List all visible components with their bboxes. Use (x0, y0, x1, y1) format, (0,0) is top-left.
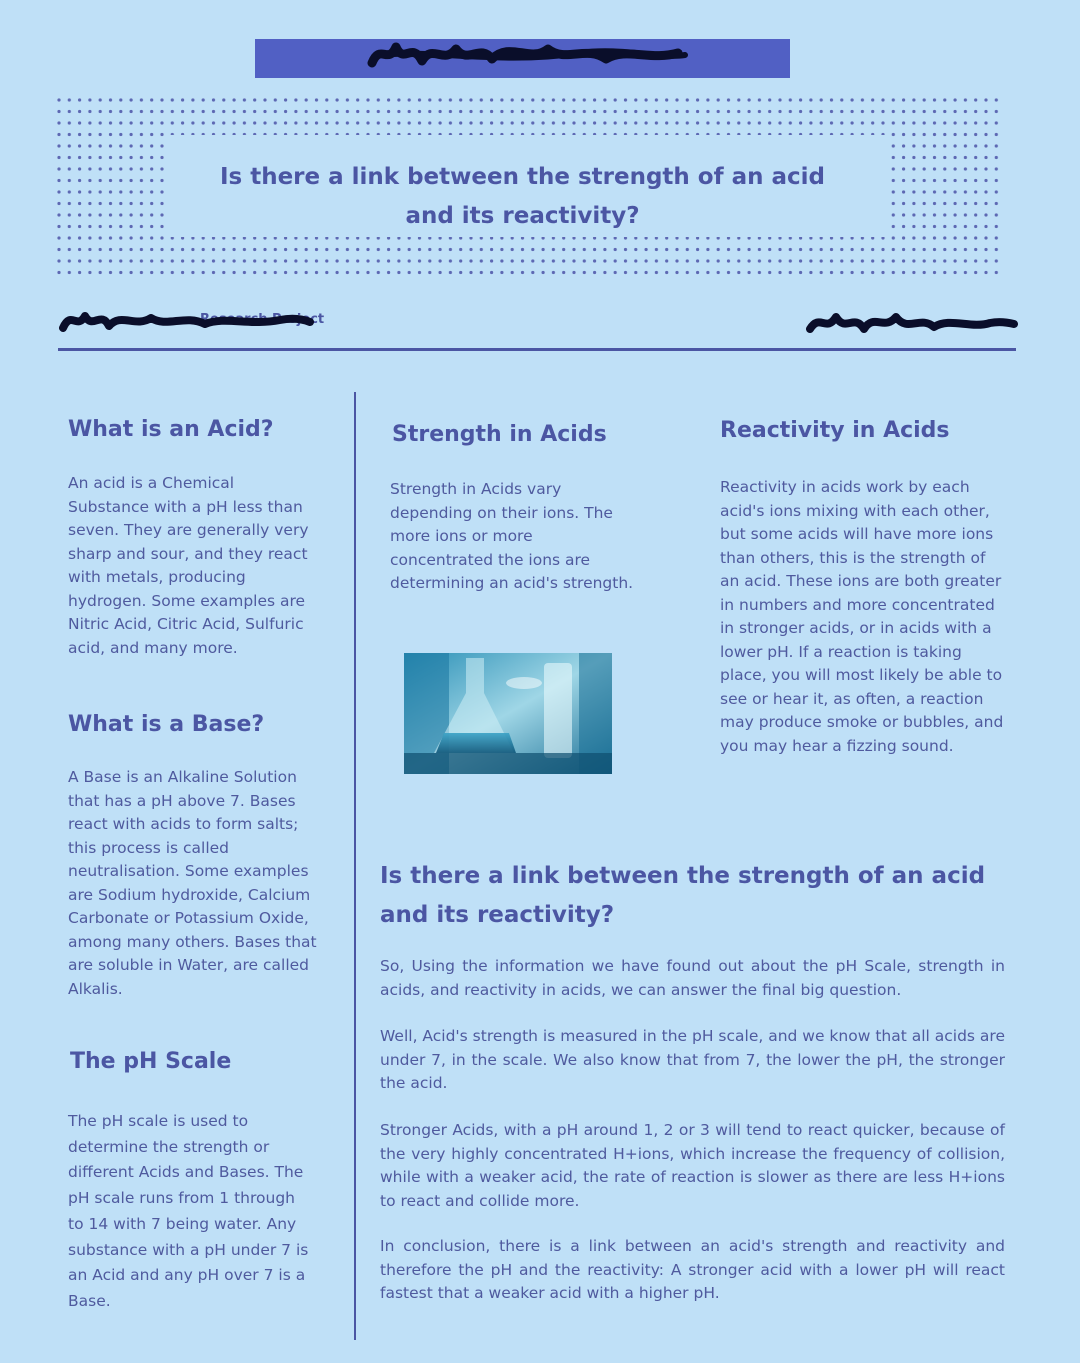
redaction-scribble-right (800, 305, 1020, 340)
reactivity-text: Reactivity in acids work by each acid's ions mixing with each other, but some acids will have more ions than others, this is the strength of an acid. These ions are both greater in numbers and more concentrated in stronger acids, or in acids with a lower pH. If a reaction is taking place, you will most likely be able to see or hear it, as often, a reaction may produce smoke or bubbles, and you may hear a fizzing sound. (720, 478, 1004, 755)
header-divider (58, 348, 1016, 351)
conclusion-p3: Stronger Acids, with a pH around 1, 2 or 3 will tend to react quicker, because of the very highly concentrated H+ions, which increase the frequency of collision, while with a weaker acid, the rate of reaction is slower as there are less H+ions to react and collide more. (380, 1121, 1005, 1210)
conclusion-p1: So, Using the information we have found out about the pH Scale, strength in acids, and reactivity in acids, we can answer the final big question. (380, 957, 1005, 999)
acid-heading: What is an Acid? (68, 417, 274, 442)
strength-heading: Strength in Acids (392, 422, 607, 447)
lab-glassware-photo (404, 653, 612, 774)
base-text: A Base is an Alkaline Solution that has a pH above 7. Bases react with acids to form salts; this process is called neutralisation. Some examples are Sodium hydroxide, Calcium Carbonate or Potassium Oxide, among many others. Bases that are soluble in Water, are called Alkalis. (68, 768, 317, 998)
redaction-scribble-left (55, 300, 315, 340)
reactivity-heading: Reactivity in Acids (720, 418, 950, 443)
redaction-scribble-title (360, 35, 700, 75)
conclusion-p2: Well, Acid's strength is measured in the pH scale, and we know that all acids are under 7, in the scale. We also know that from 7, the lower the pH, the stronger the acid. (380, 1027, 1005, 1092)
conclusion-p4: In conclusion, there is a link between an acid's strength and reactivity and therefore the pH and the reactivity: A stronger acid with a lower pH will react fastest that a weaker acid with a higher pH. (380, 1237, 1005, 1302)
header-question: Is there a link between the strength of an acid and its reactivity? (219, 164, 826, 229)
ph-text: The pH scale is used to determine the strength or different Acids and Bases. The pH scale runs from 1 through to 14 with 7 being water. Any substance with a pH under 7 is an Acid and any pH over 7 is a Base. (68, 1112, 309, 1310)
project-label: Research Project (200, 312, 325, 327)
base-heading: What is a Base? (68, 712, 265, 737)
ph-heading: The pH Scale (70, 1049, 232, 1074)
strength-text: Strength in Acids vary depending on their ions. The more ions or more concentrated the ions are determining an acid's strength. (390, 480, 634, 592)
column-divider (354, 392, 356, 1340)
conclusion-heading: Is there a link between the strength of an acid and its reactivity? (380, 863, 986, 928)
acid-text: An acid is a Chemical Substance with a pH less than seven. They are generally very sharp and sour, and they react with metals, producing hydrogen. Some examples are Nitric Acid, Citric Acid, Sulfuric acid, and many more. (68, 474, 309, 657)
